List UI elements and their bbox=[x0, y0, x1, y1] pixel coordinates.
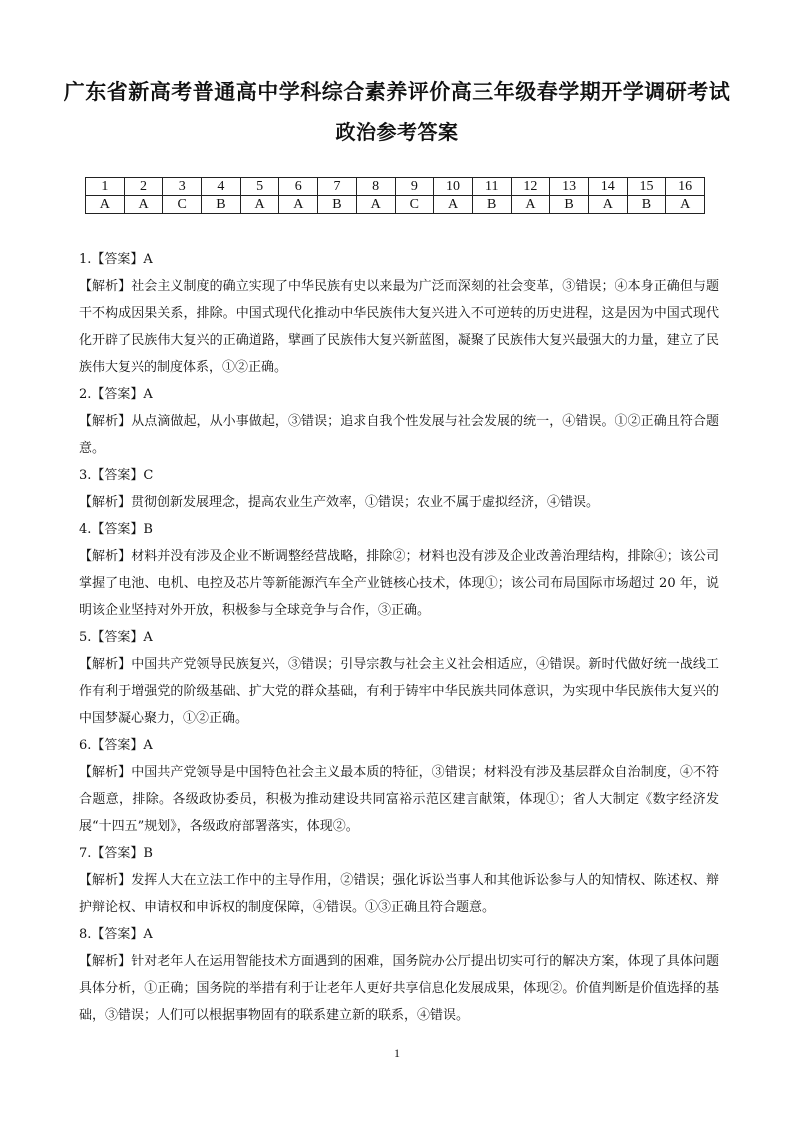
question-answer: 5.【答案】A bbox=[79, 630, 153, 645]
question-answer: 2.【答案】A bbox=[79, 387, 153, 402]
answer-explanations bbox=[79, 246, 719, 1029]
question-explanation: 【解析】针对老年人在运用智能技术方面遇到的困难，国务院办公厅提出切实可行的解决方案，体现了具体问题具体分析，①正确；国务院的举措有利于让老年人更好共享信息化发展成果，体现②。价值判断是价值选择的基础，③错误；人们可以根据事物固有的联系建立新的联系，④错误。 bbox=[79, 954, 719, 1023]
question-explanation: 【解析】中国共产党领导是中国特色社会主义最本质的特征，③错误；材料没有涉及基层群众自治制度，④不符合题意，排除。各级政协委员，积极为推动建设共同富裕示范区建言献策，体现①；省人大制定《数字经济发展“十四五”规划》，各级政府部署落实，体现②。 bbox=[79, 765, 719, 834]
answer-cell: B bbox=[627, 196, 666, 214]
answer-table bbox=[85, 177, 705, 214]
question-number-cell: 15 bbox=[627, 178, 666, 196]
document-title: 广东省新高考普通高中学科综合素养评价高三年级春学期开学调研考试 bbox=[63, 80, 731, 104]
page-number: 1 bbox=[394, 1046, 400, 1060]
question-number-cell: 6 bbox=[279, 178, 318, 196]
question-answer: 7.【答案】B bbox=[79, 846, 153, 861]
question-answer: 4.【答案】B bbox=[79, 522, 153, 537]
question-explanation: 【解析】贯彻创新发展理念，提高农业生产效率，①错误；农业不属于虚拟经济，④错误。 bbox=[79, 495, 600, 510]
answer-table-number-row bbox=[86, 178, 705, 196]
answer-cell: B bbox=[550, 196, 589, 214]
answer-cell: A bbox=[666, 196, 705, 214]
answer-cell: A bbox=[511, 196, 550, 214]
question-explanation: 【解析】从点滴做起，从小事做起，③错误；追求自我个性发展与社会发展的统一，④错误。①②正确且符合题意。 bbox=[79, 414, 719, 456]
question-answer: 1.【答案】A bbox=[79, 252, 153, 267]
answer-cell: B bbox=[318, 196, 357, 214]
question-number-cell: 7 bbox=[318, 178, 357, 196]
question-number-cell: 10 bbox=[434, 178, 473, 196]
answer-cell: A bbox=[588, 196, 627, 214]
answer-cell: B bbox=[202, 196, 241, 214]
question-explanation: 【解析】材料并没有涉及企业不断调整经营战略，排除②；材料也没有涉及企业改善治理结构，排除④；该公司掌握了电池、电机、电控及芯片等新能源汽车全产业链核心技术，体现①；该公司布局国际市场超过 20 年，说明该企业坚持对外开放，积极参与全球竞争与合作，③正确。 bbox=[79, 549, 719, 618]
answer-cell: A bbox=[434, 196, 473, 214]
answer-cell: C bbox=[163, 196, 202, 214]
question-number-cell: 9 bbox=[395, 178, 434, 196]
answer-cell: A bbox=[86, 196, 125, 214]
question-number-cell: 11 bbox=[472, 178, 511, 196]
question-explanation: 【解析】发挥人大在立法工作中的主导作用，②错误；强化诉讼当事人和其他诉讼参与人的知情权、陈述权、辩护辩论权、申请权和申诉权的制度保障，④错误。①③正确且符合题意。 bbox=[79, 873, 719, 915]
answer-cell: A bbox=[356, 196, 395, 214]
question-answer: 6.【答案】A bbox=[79, 738, 153, 753]
question-number-cell: 12 bbox=[511, 178, 550, 196]
answer-table-answer-row bbox=[86, 196, 705, 214]
answer-cell: A bbox=[124, 196, 163, 214]
question-number-cell: 2 bbox=[124, 178, 163, 196]
answer-cell: B bbox=[472, 196, 511, 214]
question-number-cell: 16 bbox=[666, 178, 705, 196]
question-number-cell: 4 bbox=[202, 178, 241, 196]
answer-cell: C bbox=[395, 196, 434, 214]
document-subtitle: 政治参考答案 bbox=[335, 120, 459, 144]
answer-cell: A bbox=[279, 196, 318, 214]
question-number-cell: 14 bbox=[588, 178, 627, 196]
question-number-cell: 3 bbox=[163, 178, 202, 196]
question-number-cell: 8 bbox=[356, 178, 395, 196]
question-answer: 8.【答案】A bbox=[79, 927, 153, 942]
answer-cell: A bbox=[240, 196, 279, 214]
question-number-cell: 13 bbox=[550, 178, 589, 196]
question-number-cell: 1 bbox=[86, 178, 125, 196]
question-explanation: 【解析】社会主义制度的确立实现了中华民族有史以来最为广泛而深刻的社会变革，③错误；④本身正确但与题干不构成因果关系，排除。中国式现代化推动中华民族伟大复兴进入不可逆转的历史进程，这是因为中国式现代化开辟了民族伟大复兴的正确道路，擘画了民族伟大复兴新蓝图，凝聚了民族伟大复兴最强大的力量，建立了民族伟大复兴的制度体系，①②正确。 bbox=[79, 279, 719, 375]
question-number-cell: 5 bbox=[240, 178, 279, 196]
question-explanation: 【解析】中国共产党领导民族复兴，③错误；引导宗教与社会主义社会相适应，④错误。新时代做好统一战线工作有利于增强党的阶级基础、扩大党的群众基础，有利于铸牢中华民族共同体意识，为实现中华民族伟大复兴的中国梦凝心聚力，①②正确。 bbox=[79, 657, 719, 726]
question-answer: 3.【答案】C bbox=[79, 468, 154, 483]
